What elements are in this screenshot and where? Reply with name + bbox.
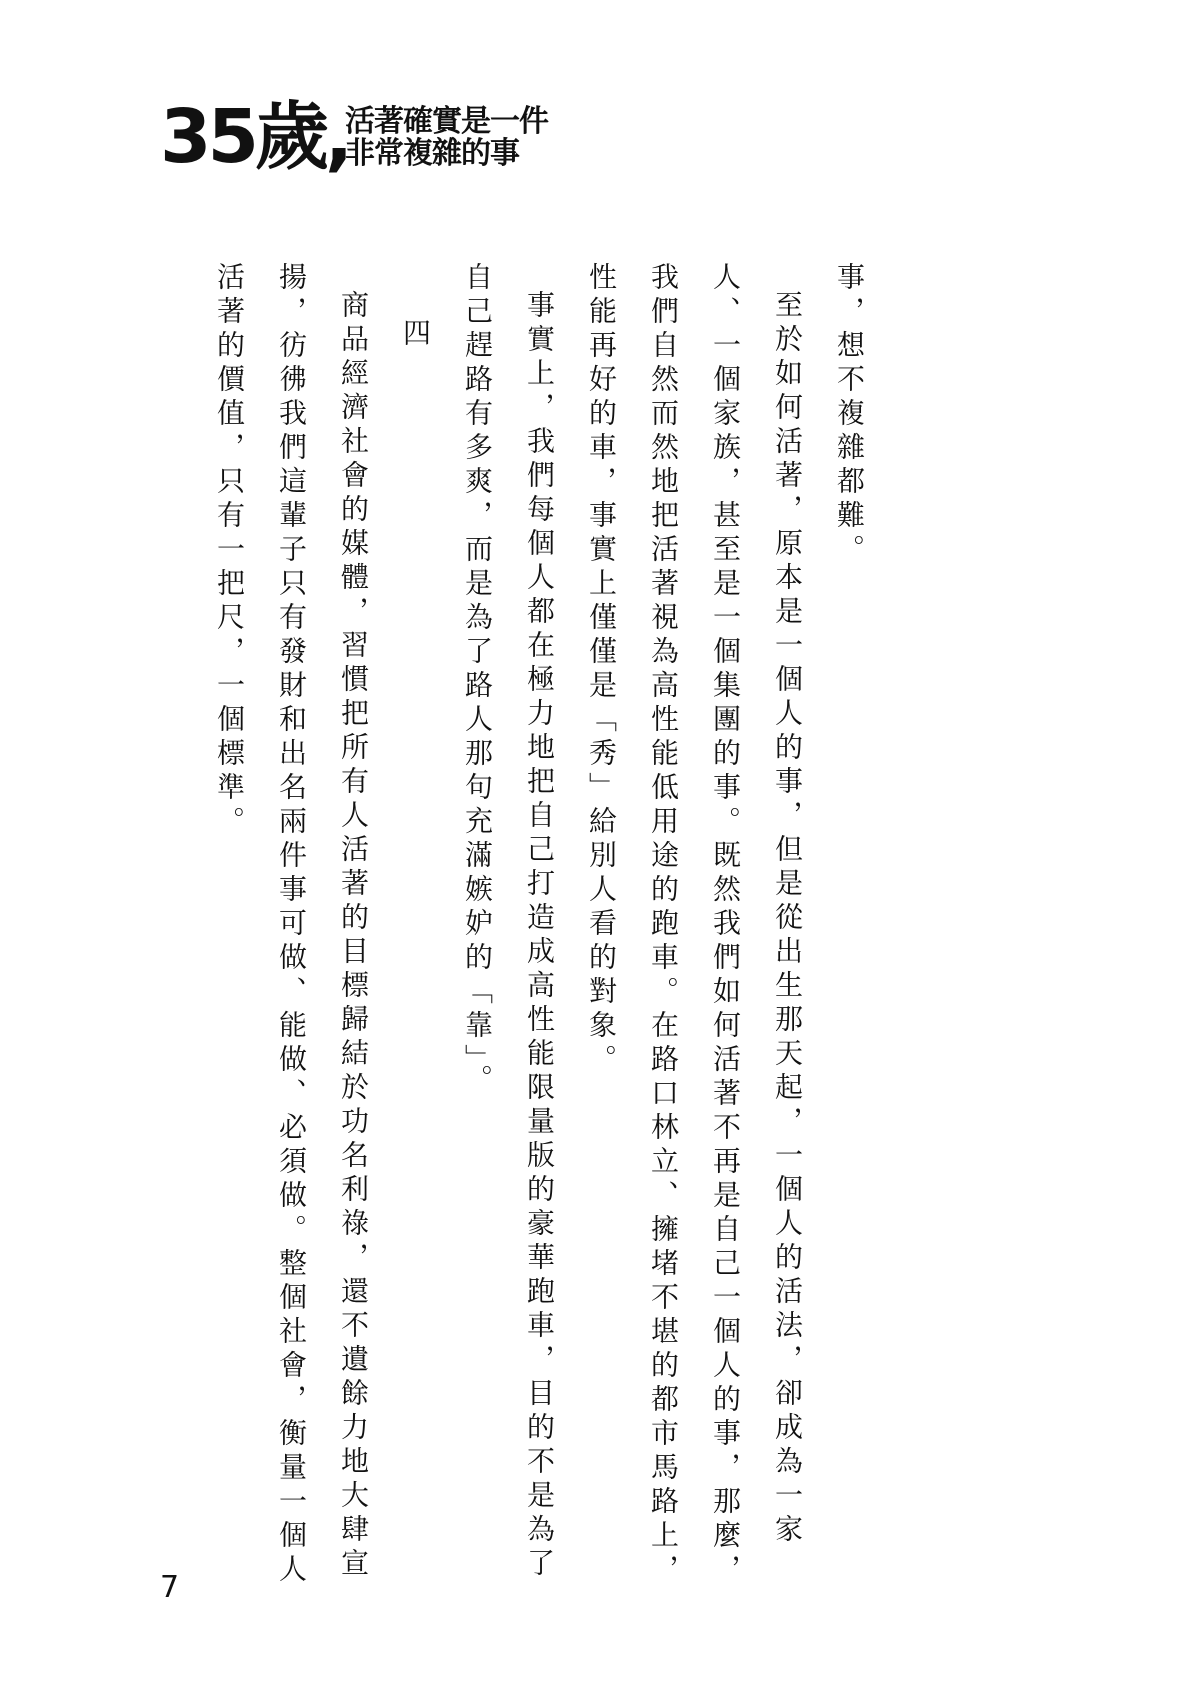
header-title-number: 35歲, bbox=[160, 94, 350, 180]
page-number: 7 bbox=[160, 1570, 180, 1605]
paragraph: 事實上，我們每個人都在極力地把自己打造成高性能限量版的豪華跑車，目的不是為了自己趕路有多爽，而是為了路人那句充滿嫉妒的「靠」。 bbox=[461, 262, 556, 1582]
paragraph: 商品經濟社會的媒體，習慣把所有人活著的目標歸結於功名利祿，還不遺餘力地大肆宣揚，彷彿我們這輩子只有發財和出名兩件事可做、能做、必須做。整個社會，衡量一個人活著的價值，只有一把尺，一個標準。 bbox=[213, 262, 370, 1588]
header-subtitle bbox=[345, 106, 548, 170]
header-subtitle-line-2: 非常複雜的事 bbox=[345, 136, 519, 171]
vertical-body-text bbox=[213, 262, 880, 1602]
header-subtitle-line-1: 活著確實是一件 bbox=[345, 104, 548, 139]
paragraph: 至於如何活著，原本是一個人的事，但是從出生那天起，一個人的活法，卻成為一家人、一個家族，甚至是一個集團的事。既然我們如何活著不再是自己一個人的事，那麼，我們自然而然地把活著視為高性能低用途的跑車。在路口林立、擁堵不堪的都市馬路上，性能再好的車，事實上僅僅是「秀」給別人看的對象。 bbox=[585, 262, 804, 1588]
paragraph-continuation: 事，想不複雜都難。 bbox=[833, 262, 866, 568]
section-heading: 四 bbox=[399, 318, 432, 346]
